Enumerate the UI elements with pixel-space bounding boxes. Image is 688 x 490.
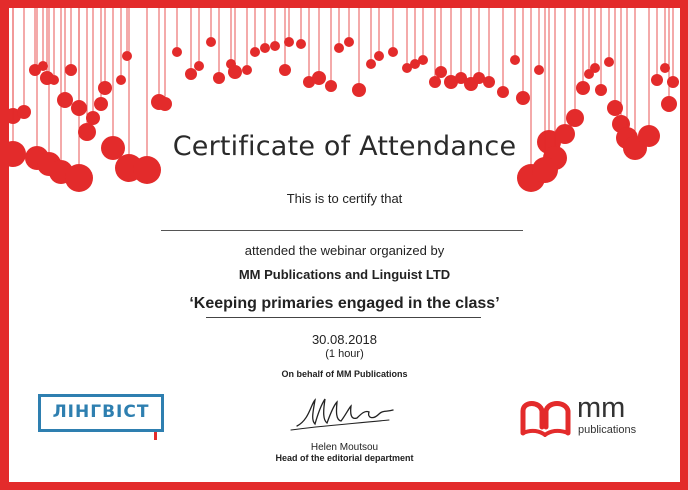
lingvist-logo-text: ЛІНГВІСТ: [52, 402, 150, 422]
signature-icon: [289, 390, 399, 438]
ornament-ball: [86, 111, 100, 125]
mm-publications-logo: [520, 394, 660, 444]
ornament-ball: [325, 80, 337, 92]
webinar-date: 30.08.2018: [311, 332, 378, 347]
ornament-ball: [158, 97, 172, 111]
ornament-ball: [98, 81, 112, 95]
organizers-text: MM Publications and Linguist LTD: [238, 267, 451, 282]
signer-name: Helen Moutsou: [310, 442, 379, 453]
open-book-icon: [520, 397, 572, 437]
ornament-ball: [651, 74, 663, 86]
ornament-ball: [534, 65, 544, 75]
ornament-ball: [497, 86, 509, 98]
ornament-ball: [661, 96, 677, 112]
ornament-ball: [312, 71, 326, 85]
ornament-ball: [604, 57, 614, 67]
ornament-ball: [116, 75, 126, 85]
ornament-ball: [516, 91, 530, 105]
ornament-ball: [250, 47, 260, 57]
ornament-ball: [94, 97, 108, 111]
ornament-ball: [352, 83, 366, 97]
ornament-ball: [510, 55, 520, 65]
webinar-title: ‘Keeping primaries engaged in the class’: [189, 295, 500, 312]
ornament-ball: [374, 51, 384, 61]
ornament-ball: [194, 61, 204, 71]
lingvist-logo: [38, 394, 176, 444]
ornament-ball: [366, 59, 376, 69]
ornament-ball: [435, 66, 447, 78]
ornament-ball: [38, 61, 48, 71]
ornament-ball: [279, 64, 291, 76]
ornament-ball: [418, 55, 428, 65]
attended-text: attended the webinar organized by: [244, 243, 445, 258]
ornament-ball: [242, 65, 252, 75]
on-behalf-text: On behalf of MM Publications: [281, 369, 408, 379]
ornament-ball: [65, 164, 93, 192]
ornament-ball: [270, 41, 280, 51]
ornament-ball: [429, 76, 441, 88]
ornament-ball: [284, 37, 294, 47]
ornament-ball: [566, 109, 584, 127]
ornament-ball: [296, 39, 306, 49]
mm-publications-text: publications: [578, 424, 637, 436]
ornament-ball: [122, 51, 132, 61]
mm-brand-text: mm: [577, 392, 626, 424]
ornament-ball: [344, 37, 354, 47]
recipient-name-line: [161, 230, 523, 231]
ornament-ball: [388, 47, 398, 57]
webinar-title-underline: [206, 317, 481, 318]
ornament-ball: [206, 37, 216, 47]
ornament-ball: [185, 68, 197, 80]
ornament-ball: [590, 63, 600, 73]
webinar-duration: (1 hour): [325, 348, 364, 360]
lingvist-logo-tab: [154, 432, 157, 440]
ornament-ball: [213, 72, 225, 84]
certificate: [9, 8, 680, 482]
signer-title: Head of the editorial department: [275, 453, 414, 463]
ornament-ball: [57, 92, 73, 108]
ornament-ball: [65, 64, 77, 76]
ornament-ball: [483, 76, 495, 88]
certify-text: This is to certify that: [286, 191, 403, 206]
ornament-ball: [595, 84, 607, 96]
ornament-ball: [228, 65, 242, 79]
ornament-ball: [576, 81, 590, 95]
ornament-ball: [49, 75, 59, 85]
hanging-ornaments-decoration: [9, 8, 680, 208]
ornament-ball: [660, 63, 670, 73]
ornament-ball: [667, 76, 679, 88]
ornament-ball: [172, 47, 182, 57]
ornament-ball: [260, 43, 270, 53]
ornament-ball: [334, 43, 344, 53]
ornament-ball: [17, 105, 31, 119]
certificate-title: Certificate of Attendance: [172, 131, 517, 162]
